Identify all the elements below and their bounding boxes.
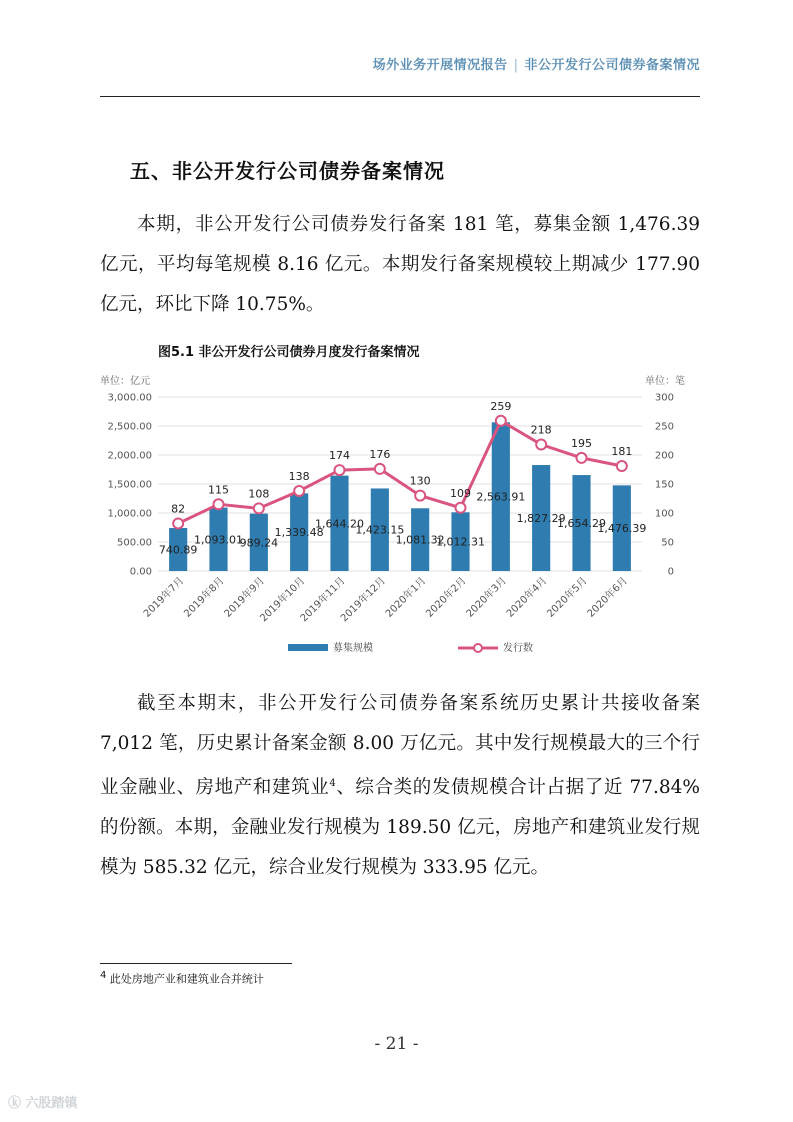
- x-tick-label: 2019年9月: [222, 575, 267, 620]
- line-data-label: 115: [208, 483, 229, 497]
- bar-data-label: 1,644.20: [315, 517, 364, 531]
- right-tick-label: 100: [654, 508, 674, 520]
- right-tick-label: 250: [654, 421, 674, 433]
- x-tick-label: 2020年1月: [383, 575, 429, 620]
- x-tick-label: 2019年8月: [182, 575, 227, 620]
- line-data-label: 195: [571, 436, 592, 450]
- bar-data-label: 1,654.29: [557, 517, 606, 531]
- line-data-label: 174: [329, 449, 350, 463]
- bar-data-label: 1,339.48: [274, 526, 324, 540]
- bar-data-label: 2,563.91: [476, 490, 526, 504]
- left-tick-label: 2,000.00: [107, 450, 152, 462]
- x-tick-label: 2019年11月: [298, 575, 348, 625]
- bar-data-label: 1,012.31: [436, 535, 485, 549]
- bar-data-label: 1,093.01: [194, 533, 243, 547]
- x-tick-label: 2019年12月: [339, 575, 388, 625]
- footnote: [100, 970, 264, 987]
- right-axis-unit: 单位：笔: [645, 376, 685, 387]
- section-title: 五、非公开发行公司债券备案情况: [130, 159, 445, 183]
- left-tick-label: 500.00: [117, 537, 152, 549]
- x-tick-label: 2019年10月: [258, 575, 308, 625]
- right-tick-label: 50: [661, 537, 674, 549]
- line-point: [173, 518, 183, 528]
- figure-title: 图5.1 非公开发行公司债券月度发行备案情况: [158, 345, 420, 360]
- paragraph-cumulative-text-a: 截至本期末，非公开发行公司债券备案系统历史累计共接收备案 7,012 笔，历史累计备案金额 8.00 万亿元。其中发行规模最大的三个行业金融业、房地产和建筑业: [100, 693, 700, 799]
- x-tick-label: 2020年3月: [464, 575, 509, 620]
- right-tick-label: 150: [654, 479, 674, 491]
- bar-data-label: 1,081.32: [395, 533, 445, 547]
- line-point: [536, 440, 546, 450]
- line-point: [294, 486, 304, 496]
- line-data-label: 109: [450, 486, 471, 500]
- left-tick-label: 0.00: [129, 566, 152, 578]
- right-tick-label: 300: [654, 392, 674, 404]
- left-tick-label: 1,500.00: [107, 479, 152, 491]
- bar-data-label: 989.24: [239, 536, 279, 550]
- line-data-label: 130: [409, 474, 431, 488]
- bar-data-label: 1,476.39: [597, 522, 647, 536]
- legend-label-line: 发行数: [503, 643, 533, 654]
- line-data-label: 181: [611, 445, 633, 459]
- footnote-rule: [100, 963, 292, 964]
- right-tick-label: 200: [654, 450, 674, 462]
- page-header: [100, 54, 700, 73]
- bar-data-label: 740.89: [158, 543, 198, 557]
- line-data-label: 176: [369, 447, 391, 461]
- footnote-ref[interactable]: 4: [329, 778, 336, 789]
- legend-swatch-bars: [288, 644, 328, 651]
- footnote-text: 此处房地产业和建筑业合并统计: [109, 972, 264, 986]
- legend-label-bars: 募集规模: [333, 643, 373, 654]
- header-report-title: 场外业务开展情况报告: [372, 58, 508, 73]
- legend-swatch-marker: [474, 644, 482, 652]
- bar-data-label: 1,423.15: [355, 523, 405, 537]
- x-tick-label: 2020年5月: [545, 575, 590, 620]
- line-data-label: 218: [530, 423, 552, 437]
- line-point: [375, 464, 385, 474]
- x-tick-label: 2020年4月: [504, 575, 550, 620]
- x-tick-label: 2020年2月: [424, 575, 469, 620]
- line-point: [456, 503, 466, 513]
- line-point: [214, 499, 224, 509]
- bar-data-label: 1,827.29: [516, 512, 566, 526]
- right-tick-label: 0: [667, 566, 674, 578]
- left-tick-label: 2,500.00: [107, 421, 152, 433]
- series-line: [178, 421, 622, 524]
- paragraph-cumulative-text-b: 、综合类的发债规模合计占据了近 77.84%的份额。本期，金融业发行规模为 189.50 亿元，房地产和建筑业发行规模为 585.32 亿元，综合业发行规模为 333.95 亿元。: [100, 777, 700, 879]
- line-point: [335, 465, 345, 475]
- line-point: [254, 503, 264, 513]
- line-data-label: 82: [171, 502, 186, 516]
- line-data-label: 108: [248, 487, 270, 501]
- left-axis-unit: 单位：亿元: [100, 376, 150, 387]
- line-data-label: 138: [288, 469, 310, 483]
- monthly-issuance-chart: [100, 366, 700, 666]
- line-point: [496, 416, 506, 426]
- left-tick-label: 3,000.00: [107, 392, 152, 404]
- page-number: - 21 -: [374, 1034, 419, 1054]
- footnote-number: 4: [100, 970, 107, 981]
- x-tick-label: 2019年7月: [141, 575, 187, 620]
- line-point: [415, 491, 425, 501]
- line-point: [577, 453, 587, 463]
- left-tick-label: 1,000.00: [107, 508, 152, 520]
- paragraph-cumulative: [100, 684, 700, 888]
- header-separator: |: [513, 58, 519, 73]
- header-section-title: 非公开发行公司债券备案情况: [524, 58, 700, 73]
- line-data-label: 259: [490, 399, 512, 413]
- line-point: [617, 461, 627, 471]
- watermark-logo: ⓚ 六股踏镇: [8, 1096, 78, 1111]
- paragraph-summary: 本期，非公开发行公司债券发行备案 181 笔，募集金额 1,476.39 亿元，平均每笔规模 8.16 亿元。本期发行备案规模较上期减少 177.90 亿元，环比下降 10.75%。: [100, 214, 700, 315]
- x-tick-label: 2020年6月: [585, 575, 630, 620]
- header-rule: [100, 96, 700, 97]
